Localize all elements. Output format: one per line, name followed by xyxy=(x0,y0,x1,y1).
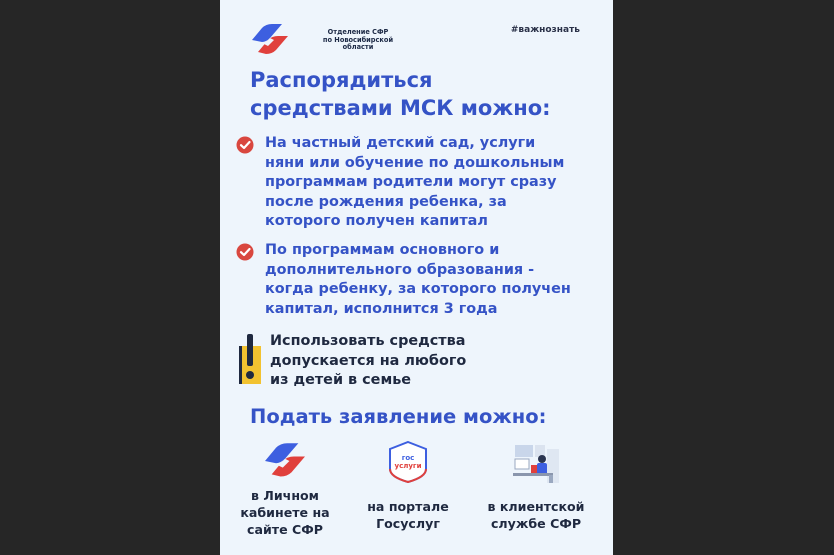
sfr-logo-icon xyxy=(259,441,311,481)
info-poster xyxy=(220,0,613,555)
org-name-line: по Новосибирской xyxy=(322,35,394,44)
title-line: Распорядиться xyxy=(250,68,433,92)
list-item-text xyxy=(265,241,610,319)
exclamation-icon xyxy=(238,332,262,386)
gosuslugi-icon-text: гос xyxy=(401,454,415,462)
text-line: из детей в семье xyxy=(270,372,412,388)
text-line: в Личном xyxy=(251,488,319,503)
gosuslugi-icon xyxy=(387,441,429,483)
check-icon xyxy=(236,136,254,154)
warning-note xyxy=(238,332,598,392)
org-name-line: области xyxy=(342,43,374,52)
text-line: По программам основного и xyxy=(265,242,500,258)
text-line: няни или обучение по дошкольным xyxy=(265,154,565,171)
option-label xyxy=(476,498,596,532)
org-name-line: Отделение СФР xyxy=(327,28,389,36)
client-service-icon xyxy=(511,443,561,485)
hashtag: #важнознать xyxy=(510,25,580,35)
list-item-text xyxy=(265,134,610,232)
check-icon xyxy=(236,243,254,261)
org-name xyxy=(308,29,408,52)
text-line: службе СФР xyxy=(490,516,582,531)
gosuslugi-icon-text: услуги xyxy=(394,462,422,470)
page-title xyxy=(250,66,600,122)
text-line: На частный детский сад, услуги xyxy=(265,135,536,151)
text-line: Использовать средства xyxy=(270,333,466,349)
poster-header xyxy=(248,22,588,58)
list-item xyxy=(236,241,606,319)
text-line: дополнительного образования - xyxy=(265,261,535,278)
sfr-logo-icon xyxy=(248,22,292,58)
text-line: когда ребенку, за которого получен xyxy=(265,281,571,297)
text-line: в клиентской xyxy=(487,499,585,514)
text-line: на портале xyxy=(367,499,449,514)
list-item xyxy=(236,134,606,232)
text-line: капитал, исполнится 3 года xyxy=(265,300,498,317)
text-line: программам родители могут сразу xyxy=(265,174,557,190)
text-line: которого получен капитал xyxy=(265,213,488,229)
title-line: средствами МСК можно: xyxy=(250,96,551,120)
warning-text xyxy=(270,332,530,391)
text-line: допускается на любого xyxy=(270,352,467,369)
text-line: кабинете на xyxy=(240,505,330,520)
option-label xyxy=(225,487,345,538)
text-line: Госуслуг xyxy=(376,516,440,531)
section-title: Подать заявление можно: xyxy=(250,405,547,428)
text-line: сайте СФР xyxy=(247,522,323,537)
text-line: после рождения ребенка, за xyxy=(265,193,507,210)
option-label xyxy=(348,498,468,532)
